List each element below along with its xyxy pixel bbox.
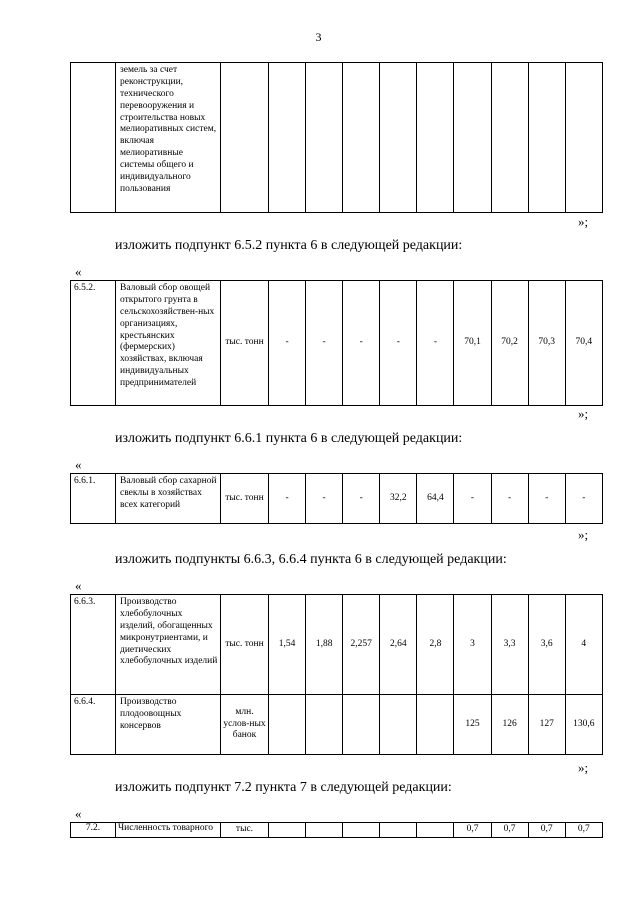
table-continuation [70,62,603,213]
opening-quote: « [75,457,82,472]
cell-value: - [417,281,454,406]
cell-value: 1,54 [269,595,306,695]
cell-value: - [454,474,491,524]
cell-value: 64,4 [417,474,454,524]
cell-value [380,823,417,838]
cell-num: 6.6.1. [71,474,116,524]
cell-name: Производство плодоовощных консервов [116,695,221,755]
table-row [71,281,603,406]
cell-unit: тыс. тонн [221,474,269,524]
cell-value [269,63,306,213]
heading-6-6-3: изложить подпункты 6.6.3, 6.6.4 пункта 6 в следующей редакции: [115,552,507,567]
cell-value: - [343,281,380,406]
cell-value: 1,88 [306,595,343,695]
cell-name: Производство хлебобулочных изделий, обогащенных микронутриентами, и диетических хлебобулочных изделий [116,595,221,695]
cell-value [417,823,454,838]
heading-6-5-2: изложить подпункт 6.5.2 пункта 6 в следующей редакции: [115,238,463,253]
cell-unit: тыс. тонн [221,595,269,695]
cell-value [306,823,343,838]
cell-value: 0,7 [491,823,528,838]
cell-value [491,63,528,213]
cell-value: 0,7 [565,823,602,838]
cell-value [380,63,417,213]
cell-value: 70,1 [454,281,491,406]
cell-value: - [269,474,306,524]
cell-value: 2,8 [417,595,454,695]
cell-value [269,823,306,838]
cell-value: 3,3 [491,595,528,695]
table-6-6-3-6-6-4 [70,594,603,755]
cell-unit: тыс. тонн [221,281,269,406]
cell-value: 70,2 [491,281,528,406]
cell-value [306,695,343,755]
cell-value: - [306,281,343,406]
table-row [71,823,603,838]
cell-num: 6.5.2. [71,281,116,406]
cell-value: - [343,474,380,524]
table-row [71,63,603,213]
opening-quote: « [75,264,82,279]
heading-7-2: изложить подпункт 7.2 пункта 7 в следующей редакции: [115,780,452,795]
cell-value: 130,6 [565,695,602,755]
cell-num: 6.6.4. [71,695,116,755]
cell-value: - [491,474,528,524]
page-number: 3 [315,30,322,44]
cell-value: 0,7 [528,823,565,838]
cell-value: 2,64 [380,595,417,695]
cell-num: 7.2. [71,823,116,838]
cell-value: - [565,474,602,524]
table-row [71,695,603,755]
table-6-6-1 [70,473,603,524]
cell-value [306,63,343,213]
cell-value [343,695,380,755]
cell-num: 6.6.3. [71,595,116,695]
cell-value: 127 [528,695,565,755]
cell-value [380,695,417,755]
table-row [71,595,603,695]
cell-value [343,823,380,838]
cell-value: - [269,281,306,406]
opening-quote: « [75,578,82,593]
cell-value [417,63,454,213]
cell-value: 3,6 [528,595,565,695]
cell-name: Валовый сбор овощей открытого грунта в сельскохозяйствен-ных организациях, крестьянских (фермерских) хозяйствах, включая индивидуальных предпринимателей [116,281,221,406]
cell-unit: млн. услов-ных банок [221,695,269,755]
cell-value: 3 [454,595,491,695]
cell-value [528,63,565,213]
cell-value: 0,7 [454,823,491,838]
cell-value [269,695,306,755]
cell-unit: тыс. [221,823,269,838]
cell-value: 126 [491,695,528,755]
cell-value: 70,3 [528,281,565,406]
cell-value [417,695,454,755]
cell-name: Валовый сбор сахарной свеклы в хозяйствах всех категорий [116,474,221,524]
cell-value [565,63,602,213]
table-6-5-2 [70,280,603,406]
cell-value [454,63,491,213]
cell-value: 2,257 [343,595,380,695]
cell-value: 4 [565,595,602,695]
cell-name: Численность товарного [116,823,221,838]
cell-value [343,63,380,213]
closing-quote: »; [578,214,589,229]
cell-value: 32,2 [380,474,417,524]
closing-quote: »; [578,760,589,775]
table-row [71,474,603,524]
cell-unit [221,63,269,213]
cell-value: 70,4 [565,281,602,406]
heading-6-6-1: изложить подпункт 6.6.1 пункта 6 в следующей редакции: [115,431,463,446]
cell-value: 125 [454,695,491,755]
cell-value: - [528,474,565,524]
cell-num [71,63,116,213]
closing-quote: »; [578,406,589,421]
cell-value: - [380,281,417,406]
table-7-2 [70,822,603,838]
cell-name: земель за счет реконструкции, технического перевооружения и строительства новых мелиоративных систем, включая мелиоративные системы общего и индивидуального пользования [116,63,221,213]
cell-value: - [306,474,343,524]
opening-quote: « [75,806,82,821]
closing-quote: »; [578,527,589,542]
